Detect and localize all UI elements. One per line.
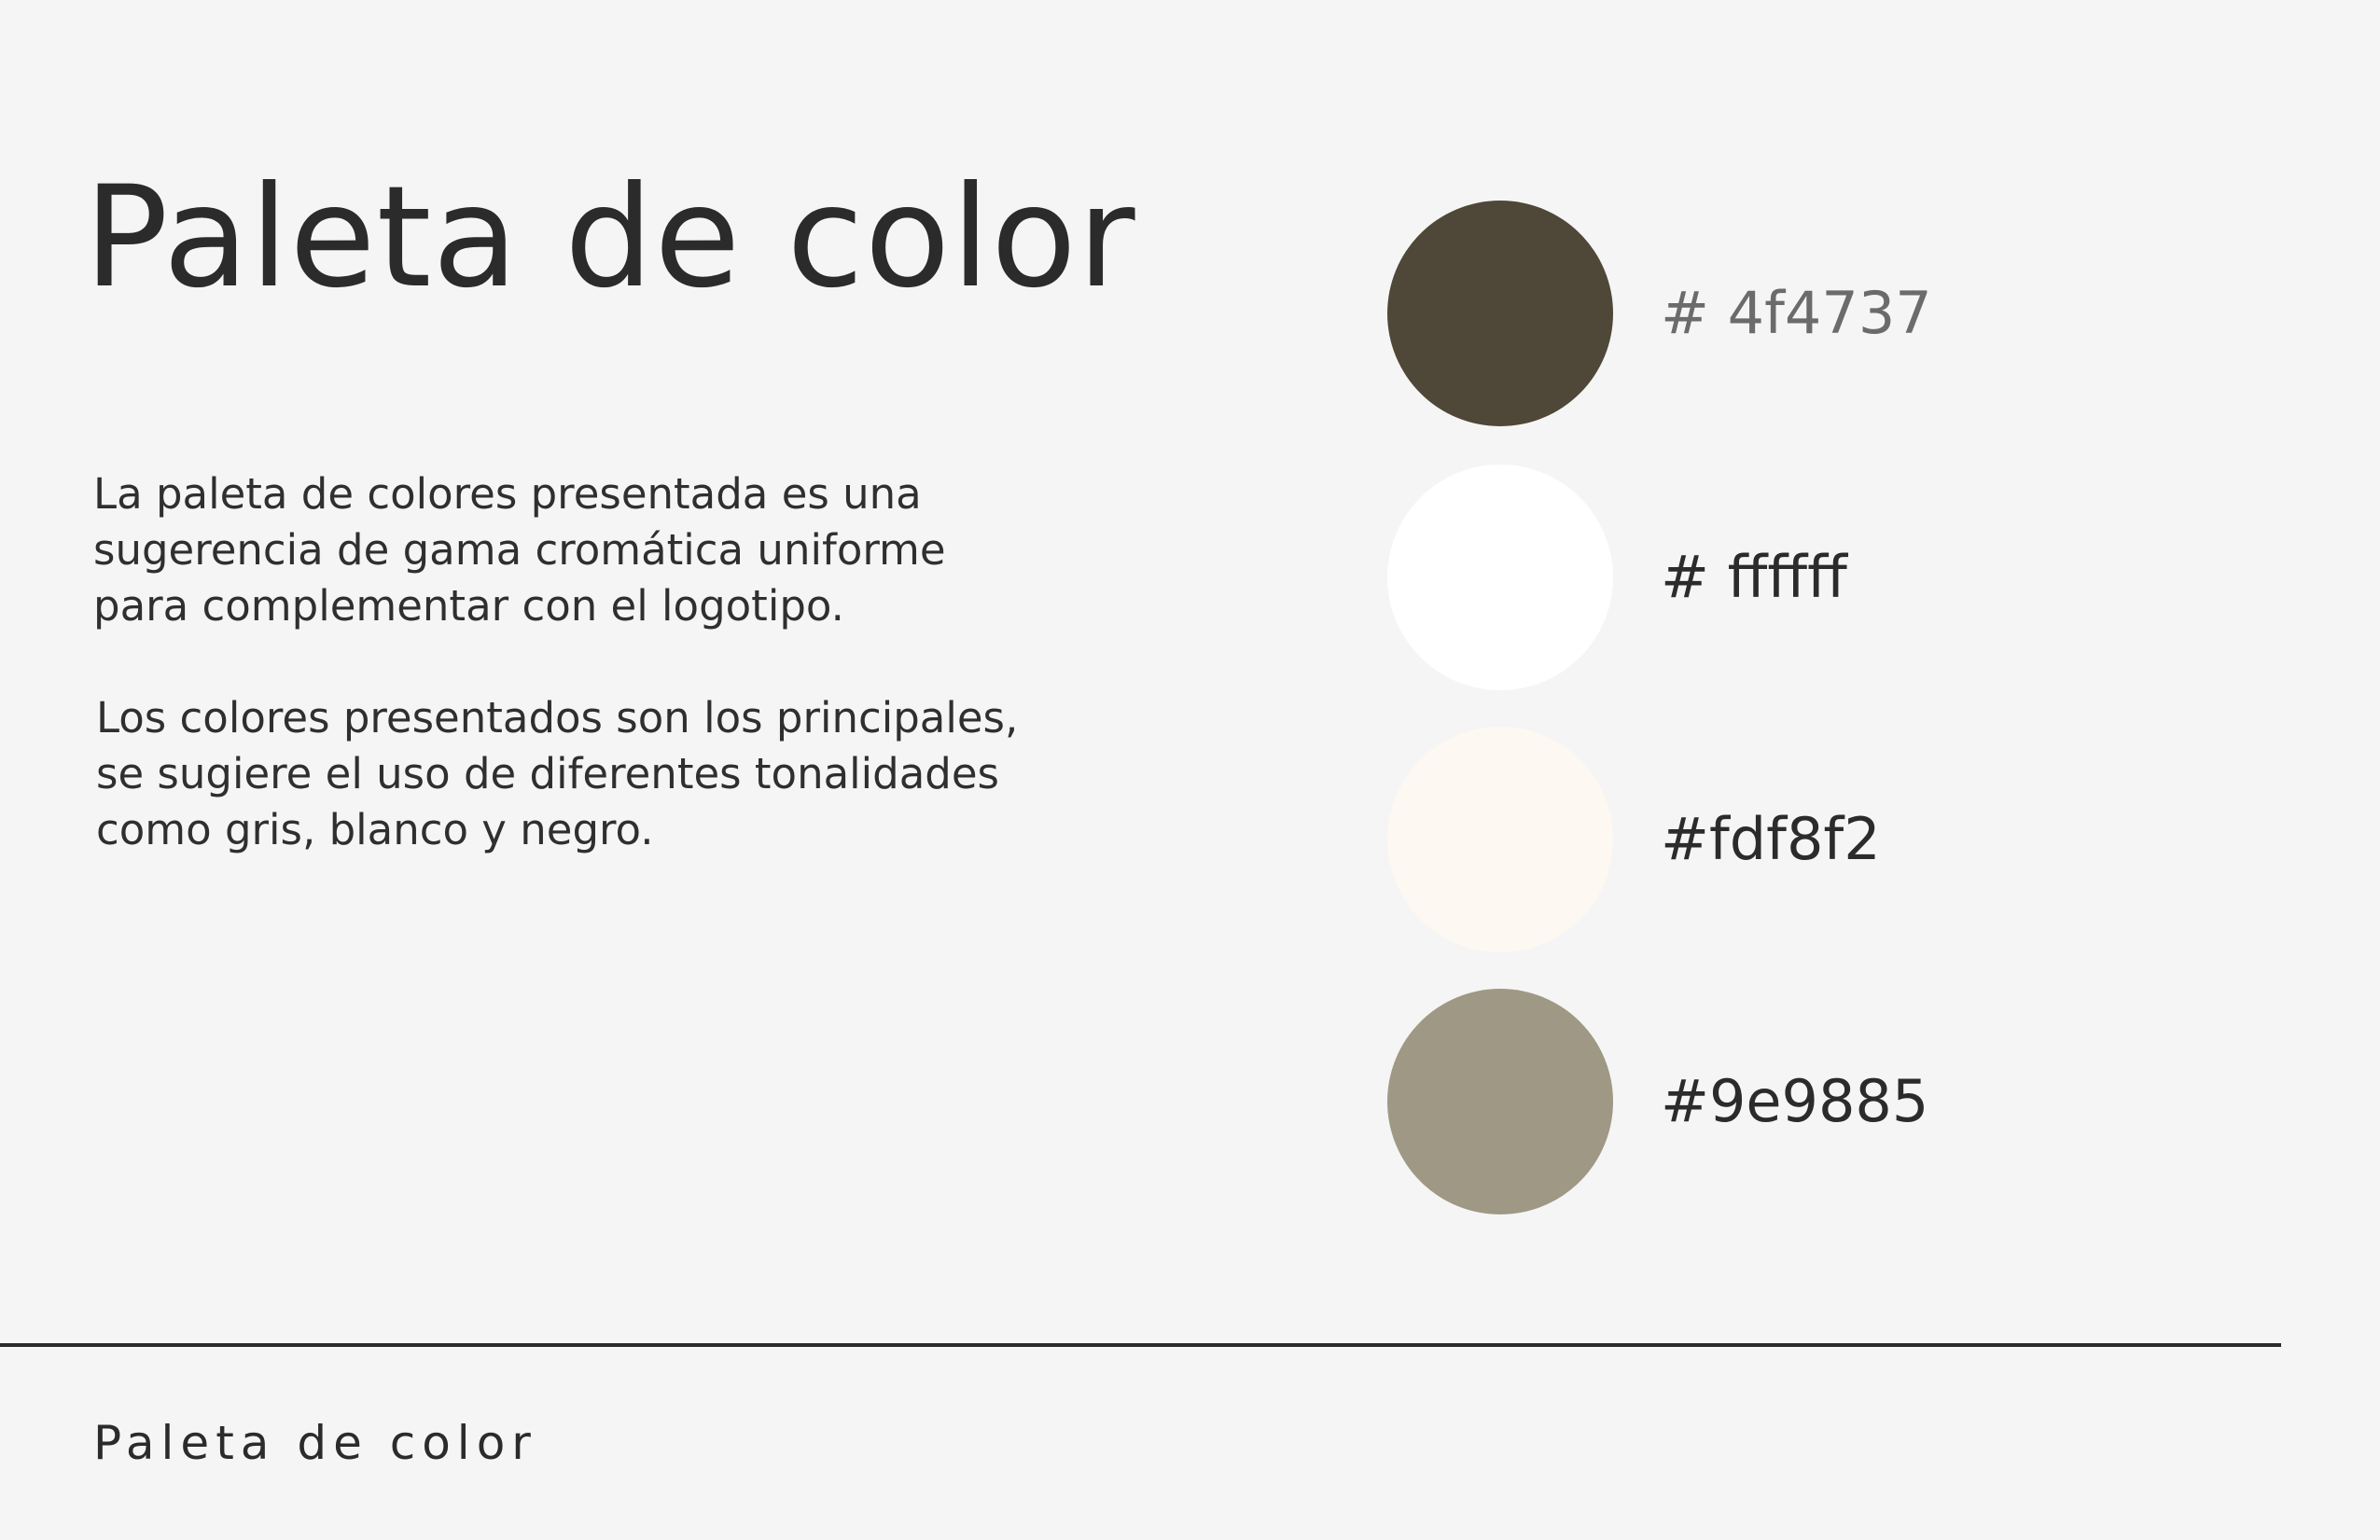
- footer-label: Paleta de color: [93, 1416, 537, 1470]
- swatch-circle: [1387, 727, 1613, 952]
- color-swatch: [1387, 989, 2040, 1214]
- description-line: sugerencia de gama cromática uniforme: [93, 525, 946, 575]
- swatch-hex-code: #9e9885: [1661, 1067, 1929, 1135]
- footer-divider: [0, 1343, 2281, 1347]
- swatch-circle: [1387, 201, 1613, 426]
- color-swatch: [1387, 201, 2040, 426]
- page-title: Paleta de color: [84, 157, 1136, 319]
- description-line: se sugiere el uso de diferentes tonalidades: [96, 749, 1000, 798]
- description-line: para complementar con el logotipo.: [93, 581, 844, 631]
- swatch-hex-code: # ffffff: [1661, 543, 1847, 611]
- description-paragraph-2: [96, 690, 1216, 858]
- description-line: como gris, blanco y negro.: [96, 805, 654, 854]
- swatch-circle: [1387, 989, 1613, 1214]
- swatch-circle: [1387, 465, 1613, 690]
- swatch-hex-code: #fdf8f2: [1661, 805, 1881, 873]
- color-swatch: [1387, 727, 2040, 952]
- description-line: Los colores presentados son los principales,: [96, 693, 1019, 742]
- swatch-hex-code: # 4f4737: [1661, 279, 1932, 347]
- description-line: La paleta de colores presentada es una: [93, 469, 922, 519]
- color-swatch: [1387, 465, 2040, 690]
- description-paragraph-1: [93, 466, 1213, 634]
